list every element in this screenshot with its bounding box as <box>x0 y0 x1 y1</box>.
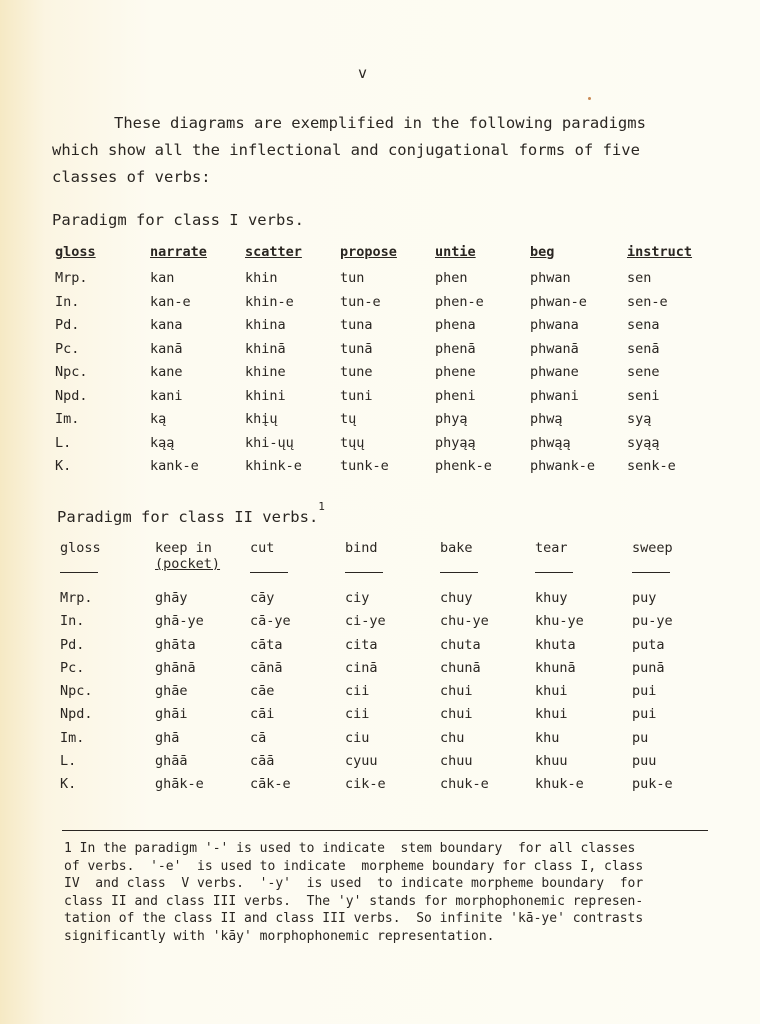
table-cell: khin <box>245 270 278 286</box>
header-underline <box>250 572 288 573</box>
table-cell: khui <box>535 706 568 723</box>
intro-line: classes of verbs: <box>52 168 211 186</box>
table-cell: pu-ye <box>632 613 673 630</box>
table-cell: kank-e <box>150 458 199 474</box>
table-cell: cāk-e <box>250 776 291 793</box>
column-header <box>440 540 535 590</box>
row-label: Pd. <box>55 317 80 333</box>
table-row <box>60 613 712 636</box>
table-cell: pui <box>632 706 657 723</box>
table-cell: ci-ye <box>345 613 386 630</box>
table-cell: khine <box>245 364 286 380</box>
row-label: Npd. <box>60 706 93 723</box>
table-cell: phenk-e <box>435 458 492 474</box>
row-label: L. <box>55 434 72 451</box>
table-cell: phen-e <box>435 293 484 310</box>
table-cell: tųų <box>340 434 365 451</box>
table-row <box>55 411 707 435</box>
table-cell: seni <box>627 387 660 404</box>
table-cell: chuu <box>440 753 473 770</box>
table-cell: khuy <box>535 590 568 606</box>
column-header-label: keep in <box>155 540 212 556</box>
table-cell: phwani <box>530 387 579 404</box>
table-cell: sena <box>627 317 660 333</box>
table-cell: chui <box>440 706 473 723</box>
intro-paragraph <box>52 110 712 191</box>
intro-line: which show all the inflectional and conjugational forms of five <box>52 141 640 159</box>
table-cell: khinā <box>245 340 286 357</box>
table-row <box>60 730 712 753</box>
row-label: Mrp. <box>55 270 88 286</box>
table-cell: cāā <box>250 753 275 770</box>
header-underline <box>60 572 98 573</box>
paper-speck <box>588 97 591 100</box>
table-row <box>60 637 712 660</box>
table-cell: tunā <box>340 340 373 357</box>
column-header <box>155 540 250 590</box>
table-cell: pheni <box>435 387 476 404</box>
row-label: Mrp. <box>60 590 93 606</box>
table-cell: chuta <box>440 636 481 653</box>
table-row <box>55 388 707 412</box>
table-row <box>60 753 712 776</box>
table-cell: phene <box>435 364 476 380</box>
paradigm1-table <box>55 244 707 482</box>
header-underline <box>440 572 478 573</box>
table-cell: kan <box>150 270 175 286</box>
table-cell: kana <box>150 317 183 333</box>
table-cell: senā <box>627 340 660 357</box>
table-cell: khink-e <box>245 458 302 474</box>
table-cell: tunk-e <box>340 458 389 474</box>
table-cell: phwanā <box>530 340 579 357</box>
table-cell: khįų <box>245 411 278 427</box>
row-label: In. <box>55 293 80 310</box>
table-cell: chuy <box>440 590 473 606</box>
row-label: Pc. <box>55 340 80 357</box>
table-cell: phwank-e <box>530 458 596 474</box>
table-row <box>60 706 712 729</box>
table-cell: sene <box>627 364 660 380</box>
row-label: K. <box>55 458 72 474</box>
table-cell: phwan <box>530 270 571 286</box>
table-cell: pui <box>632 683 657 700</box>
page-number: v <box>358 64 368 82</box>
row-label: K. <box>60 776 77 793</box>
table-cell: chu <box>440 729 465 746</box>
table-cell: phena <box>435 317 476 333</box>
table-cell: puta <box>632 636 665 653</box>
header-underline <box>535 572 573 573</box>
table-cell: ghāi <box>155 706 188 723</box>
header-underline <box>345 572 383 573</box>
table-cell: phyą <box>435 411 468 427</box>
table-cell: cānā <box>250 659 283 676</box>
header-underline <box>632 572 670 573</box>
table-row <box>55 270 707 294</box>
table-cell: cyuu <box>345 753 378 770</box>
table-cell: ciu <box>345 729 370 746</box>
table-cell: cii <box>345 706 370 723</box>
table-cell: kani <box>150 387 183 404</box>
row-label: Im. <box>60 729 85 746</box>
table-cell: khu-ye <box>535 613 584 630</box>
table-cell: syąą <box>627 434 660 451</box>
row-label: Im. <box>55 411 80 427</box>
table-cell: khi-ųų <box>245 434 294 451</box>
table-cell: ghāe <box>155 683 188 700</box>
table-cell: tų <box>340 411 357 427</box>
paradigm2-table <box>60 540 712 800</box>
column-header: propose <box>340 244 397 260</box>
table-row <box>55 435 707 459</box>
table-cell: tuna <box>340 317 373 333</box>
table-cell: khuk-e <box>535 776 584 793</box>
table-cell: cāi <box>250 706 275 723</box>
column-header-label: bind <box>345 540 378 556</box>
column-header-label: sweep <box>632 540 673 556</box>
table-cell: cā <box>250 729 267 746</box>
table-cell: syą <box>627 411 652 427</box>
table-cell: khina <box>245 317 286 333</box>
table-row <box>60 660 712 683</box>
table-cell: sen <box>627 270 652 286</box>
table-cell: phwąą <box>530 434 571 451</box>
table-row <box>60 776 712 799</box>
table-row <box>55 458 707 482</box>
column-header-label: cut <box>250 540 275 556</box>
footnote-line: 1 In the paradigm '-' is used to indicate stem boundary for all classes <box>64 841 636 856</box>
row-label: Pc. <box>60 659 85 676</box>
table-cell: ghā-ye <box>155 613 204 630</box>
table-row <box>55 294 707 318</box>
table-row <box>55 317 707 341</box>
paradigm1-heading: Paradigm for class I verbs. <box>52 211 304 229</box>
table-header-row <box>55 244 707 270</box>
table-cell: khini <box>245 387 286 404</box>
table-cell: cāe <box>250 683 275 700</box>
table-cell: ciy <box>345 590 370 606</box>
table-cell: ghāta <box>155 636 196 653</box>
column-header <box>250 540 345 590</box>
table-cell: khui <box>535 683 568 700</box>
table-cell: senk-e <box>627 458 676 474</box>
paradigm2-heading <box>57 500 325 527</box>
table-cell: ghāk-e <box>155 776 204 793</box>
table-cell: khuu <box>535 753 568 770</box>
table-cell: ghā <box>155 729 180 746</box>
table-cell: cinā <box>345 659 378 676</box>
table-header-row <box>60 540 712 590</box>
table-cell: ghāy <box>155 590 188 606</box>
table-cell: sen-e <box>627 293 668 310</box>
table-cell: tuni <box>340 387 373 404</box>
column-header-label: bake <box>440 540 473 556</box>
table-cell: kanā <box>150 340 183 357</box>
table-row <box>55 364 707 388</box>
table-cell: tun <box>340 270 365 286</box>
column-header <box>632 540 712 590</box>
column-header <box>535 540 632 590</box>
column-header <box>60 540 155 590</box>
column-header: scatter <box>245 244 302 260</box>
footnote-line: class II and class III verbs. The 'y' stands for morphophonemic represen- <box>64 893 644 909</box>
row-label: In. <box>60 613 85 630</box>
table-cell: ghānā <box>155 659 196 676</box>
table-cell: phwan-e <box>530 293 587 310</box>
table-cell: pu <box>632 729 649 746</box>
table-cell: tun-e <box>340 293 381 310</box>
column-header: beg <box>530 244 555 260</box>
row-label: Npc. <box>55 364 88 380</box>
table-cell: chu-ye <box>440 613 489 630</box>
table-row <box>60 590 712 613</box>
paradigm2-heading-text: Paradigm for class II verbs. <box>57 508 319 527</box>
table-cell: kan-e <box>150 293 191 310</box>
row-label: Pd. <box>60 636 85 653</box>
table-cell: puu <box>632 753 657 770</box>
table-cell: kane <box>150 364 183 380</box>
row-label: Npc. <box>60 683 93 700</box>
table-cell: ką <box>150 411 167 427</box>
footnote-marker: 1 <box>318 500 325 513</box>
column-header-label: gloss <box>60 540 101 556</box>
table-cell: punā <box>632 659 665 676</box>
footnote-divider <box>62 830 708 831</box>
footnote-line: significantly with 'kāy' morphophonemic representation. <box>64 928 495 944</box>
table-cell: phyąą <box>435 434 476 451</box>
footnote <box>64 840 714 945</box>
column-header: narrate <box>150 244 207 260</box>
table-cell: chunā <box>440 659 481 676</box>
table-cell: phenā <box>435 340 476 357</box>
table-row <box>60 683 712 706</box>
table-cell: chuk-e <box>440 776 489 793</box>
column-header: instruct <box>627 244 693 260</box>
table-cell: phwana <box>530 317 579 333</box>
table-cell: khin-e <box>245 293 294 310</box>
column-header <box>345 540 440 590</box>
row-label: Npd. <box>55 387 88 404</box>
row-label: L. <box>60 753 77 770</box>
table-cell: cāy <box>250 590 275 606</box>
table-cell: cā-ye <box>250 613 291 630</box>
column-header-sublabel: (pocket) <box>155 556 221 572</box>
table-cell: cāta <box>250 636 283 653</box>
column-header: gloss <box>55 244 96 260</box>
intro-line: These diagrams are exemplified in the following paradigms <box>114 114 646 132</box>
column-header-label: tear <box>535 540 568 556</box>
footnote-line: IV and class V verbs. '-y' is used to indicate morpheme boundary for <box>64 876 644 891</box>
table-row <box>55 341 707 365</box>
table-cell: tune <box>340 364 373 380</box>
column-header: untie <box>435 244 476 260</box>
table-cell: ghāā <box>155 753 188 770</box>
table-cell: cik-e <box>345 776 386 793</box>
table-cell: cii <box>345 683 370 700</box>
table-cell: cita <box>345 636 378 653</box>
table-cell: phwą <box>530 411 563 427</box>
table-cell: khunā <box>535 659 576 676</box>
footnote-line: of verbs. '-e' is used to indicate morpheme boundary for class I, class <box>64 858 644 874</box>
footnote-line: tation of the class II and class III verbs. So infinite 'kā-ye' contrasts <box>64 911 644 926</box>
table-cell: chui <box>440 683 473 700</box>
table-cell: khu <box>535 729 560 746</box>
table-cell: phen <box>435 270 468 286</box>
table-cell: puk-e <box>632 776 673 793</box>
table-cell: kąą <box>150 434 175 451</box>
table-cell: khuta <box>535 636 576 653</box>
table-cell: puy <box>632 590 657 606</box>
table-cell: phwane <box>530 364 579 380</box>
